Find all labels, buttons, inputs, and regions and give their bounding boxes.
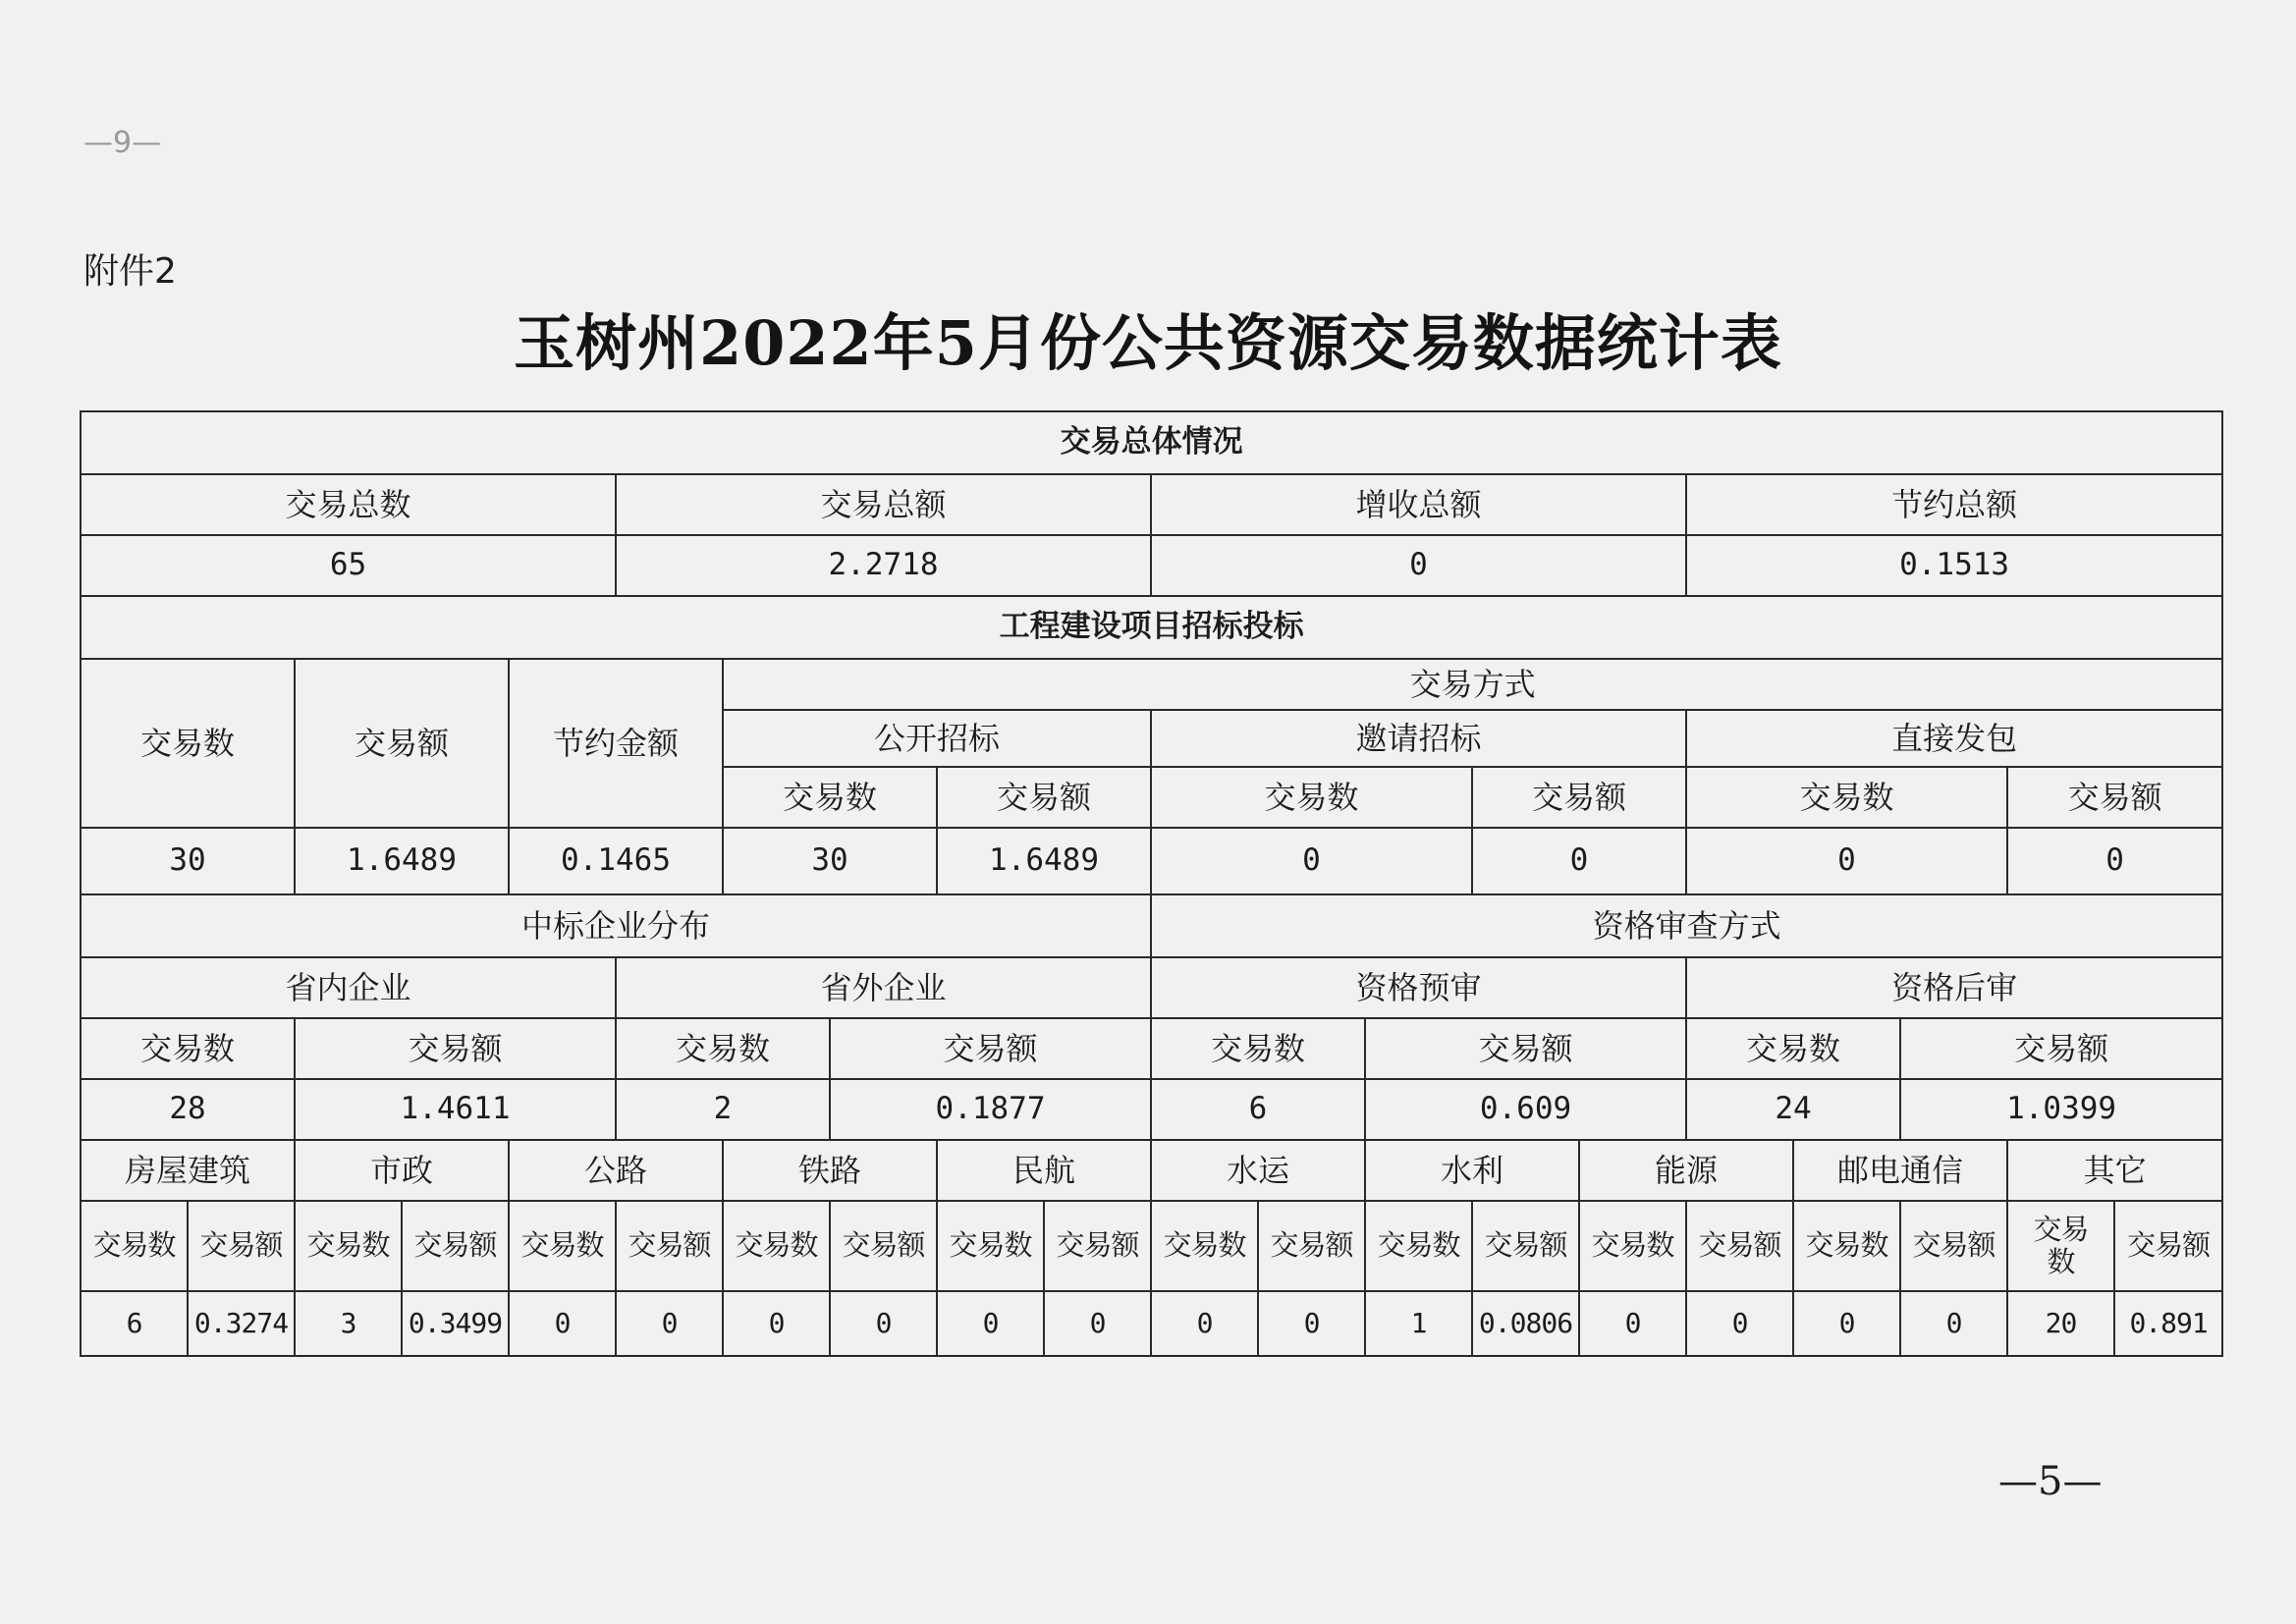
value-total-amount: 2.2718 <box>616 535 1151 596</box>
value-aviation-count: 0 <box>937 1291 1044 1356</box>
header-method-invited-tender: 邀请招标 <box>1151 710 1686 767</box>
value-telecom-amount: 0 <box>1900 1291 2007 1356</box>
header-increase-amount: 增收总额 <box>1151 474 1686 535</box>
page-number: —5— <box>1998 1459 2103 1504</box>
header-telecom-count: 交易数 <box>1793 1201 1900 1291</box>
header-category-waterway: 水运 <box>1151 1140 1365 1201</box>
value-total-count: 65 <box>81 535 616 596</box>
value-eng-saving: 0.1465 <box>509 828 723 894</box>
value-railway-count: 0 <box>723 1291 830 1356</box>
header-telecom-amount: 交易额 <box>1900 1201 2007 1291</box>
value-municipal-count: 3 <box>295 1291 402 1356</box>
value-highway-count: 0 <box>509 1291 616 1356</box>
value-waterway-count: 0 <box>1151 1291 1258 1356</box>
value-increase-amount: 0 <box>1151 535 1686 596</box>
header-direct-count: 交易数 <box>1686 767 2007 828</box>
header-waterway-count: 交易数 <box>1151 1201 1258 1291</box>
value-direct-count: 0 <box>1686 828 2007 894</box>
value-energy-amount: 0 <box>1686 1291 1793 1356</box>
header-out-count: 交易数 <box>616 1018 830 1079</box>
header-municipal-amount: 交易额 <box>402 1201 509 1291</box>
header-qualification-method: 资格审查方式 <box>1151 894 2222 957</box>
header-category-housing: 房屋建筑 <box>81 1140 295 1201</box>
header-category-energy: 能源 <box>1579 1140 1793 1201</box>
header-eng-trade-count: 交易数 <box>81 659 295 828</box>
header-eng-saving: 节约金额 <box>509 659 723 828</box>
header-waterway-amount: 交易额 <box>1258 1201 1365 1291</box>
header-total-count: 交易总数 <box>81 474 616 535</box>
header-open-amount: 交易额 <box>937 767 1151 828</box>
header-other-amount: 交易额 <box>2114 1201 2222 1291</box>
value-eng-trade-amount: 1.6489 <box>295 828 509 894</box>
value-saving-amount: 0.1513 <box>1686 535 2222 596</box>
value-invited-amount: 0 <box>1472 828 1686 894</box>
value-water-conservancy-amount: 0.0806 <box>1472 1291 1579 1356</box>
section-engineering: 工程建设项目招标投标 <box>81 596 2222 659</box>
statistics-table <box>80 410 2223 1357</box>
value-housing-amount: 0.3274 <box>188 1291 295 1356</box>
value-out-amount: 0.1877 <box>830 1079 1151 1140</box>
header-aviation-count: 交易数 <box>937 1201 1044 1291</box>
header-direct-amount: 交易额 <box>2007 767 2222 828</box>
header-category-highway: 公路 <box>509 1140 723 1201</box>
header-post-count: 交易数 <box>1686 1018 1900 1079</box>
value-eng-trade-count: 30 <box>81 828 295 894</box>
header-pre-count: 交易数 <box>1151 1018 1365 1079</box>
value-water-conservancy-count: 1 <box>1365 1291 1472 1356</box>
header-category-municipal: 市政 <box>295 1140 509 1201</box>
value-pre-count: 6 <box>1151 1079 1365 1140</box>
header-energy-count: 交易数 <box>1579 1201 1686 1291</box>
header-category-telecom: 邮电通信 <box>1793 1140 2007 1201</box>
header-invited-amount: 交易额 <box>1472 767 1686 828</box>
value-post-amount: 1.0399 <box>1900 1079 2222 1140</box>
header-out-province: 省外企业 <box>616 957 1151 1018</box>
value-invited-count: 0 <box>1151 828 1472 894</box>
header-winner-distribution: 中标企业分布 <box>81 894 1151 957</box>
value-railway-amount: 0 <box>830 1291 937 1356</box>
value-highway-amount: 0 <box>616 1291 723 1356</box>
value-in-amount: 1.4611 <box>295 1079 616 1140</box>
header-eng-trade-amount: 交易额 <box>295 659 509 828</box>
header-in-province: 省内企业 <box>81 957 616 1018</box>
value-aviation-amount: 0 <box>1044 1291 1151 1356</box>
page-title: 玉树州2022年5月份公共资源交易数据统计表 <box>514 307 1782 379</box>
header-method-open-tender: 公开招标 <box>723 710 1151 767</box>
value-telecom-count: 0 <box>1793 1291 1900 1356</box>
header-aviation-amount: 交易额 <box>1044 1201 1151 1291</box>
value-housing-count: 6 <box>81 1291 188 1356</box>
value-open-count: 30 <box>723 828 937 894</box>
header-water-conservancy-count: 交易数 <box>1365 1201 1472 1291</box>
header-method-direct-contract: 直接发包 <box>1686 710 2222 767</box>
header-other-count: 交易数 <box>2007 1201 2114 1291</box>
header-category-aviation: 民航 <box>937 1140 1151 1201</box>
header-invited-count: 交易数 <box>1151 767 1472 828</box>
value-waterway-amount: 0 <box>1258 1291 1365 1356</box>
header-municipal-count: 交易数 <box>295 1201 402 1291</box>
value-pre-amount: 0.609 <box>1365 1079 1686 1140</box>
value-municipal-amount: 0.3499 <box>402 1291 509 1356</box>
value-out-count: 2 <box>616 1079 830 1140</box>
header-in-count: 交易数 <box>81 1018 295 1079</box>
header-total-amount: 交易总额 <box>616 474 1151 535</box>
header-category-railway: 铁路 <box>723 1140 937 1201</box>
header-railway-amount: 交易额 <box>830 1201 937 1291</box>
header-post-qualification: 资格后审 <box>1686 957 2222 1018</box>
header-category-other: 其它 <box>2007 1140 2222 1201</box>
value-in-count: 28 <box>81 1079 295 1140</box>
header-highway-amount: 交易额 <box>616 1201 723 1291</box>
header-saving-amount: 节约总额 <box>1686 474 2222 535</box>
previous-page-mark: —9— <box>83 126 162 160</box>
value-energy-count: 0 <box>1579 1291 1686 1356</box>
value-direct-amount: 0 <box>2007 828 2222 894</box>
header-open-count: 交易数 <box>723 767 937 828</box>
value-other-amount: 0.891 <box>2114 1291 2222 1356</box>
header-category-water-conservancy: 水利 <box>1365 1140 1579 1201</box>
header-out-amount: 交易额 <box>830 1018 1151 1079</box>
header-housing-amount: 交易额 <box>188 1201 295 1291</box>
header-trade-method: 交易方式 <box>723 659 2222 710</box>
header-in-amount: 交易额 <box>295 1018 616 1079</box>
value-post-count: 24 <box>1686 1079 1900 1140</box>
header-post-amount: 交易额 <box>1900 1018 2222 1079</box>
value-other-count: 20 <box>2007 1291 2114 1356</box>
header-pre-amount: 交易额 <box>1365 1018 1686 1079</box>
value-open-amount: 1.6489 <box>937 828 1151 894</box>
header-railway-count: 交易数 <box>723 1201 830 1291</box>
header-highway-count: 交易数 <box>509 1201 616 1291</box>
header-water-conservancy-amount: 交易额 <box>1472 1201 1579 1291</box>
header-pre-qualification: 资格预审 <box>1151 957 1686 1018</box>
header-energy-amount: 交易额 <box>1686 1201 1793 1291</box>
section-overall: 交易总体情况 <box>81 411 2222 474</box>
attachment-label: 附件2 <box>83 251 177 292</box>
header-housing-count: 交易数 <box>81 1201 188 1291</box>
